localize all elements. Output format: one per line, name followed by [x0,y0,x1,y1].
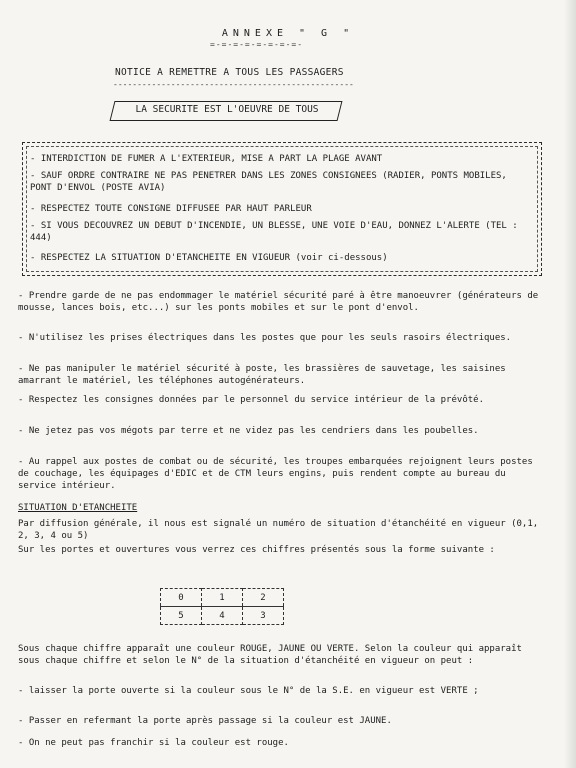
box-item: - RESPECTEZ LA SITUATION D'ETANCHEITE EN VIGUEUR (voir ci-dessous) [30,253,388,263]
instruction-paragraph: - N'utilisez les prises électriques dans les postes que pour les seuls rasoirs électriques. [18,333,512,343]
situation-intro-2: Sur les portes et ouvertures vous verrez ces chiffres présentés sous la forme suivante : [18,545,495,555]
slogan-text: LA SECURITE EST L'OEUVRE DE TOUS [135,104,319,115]
instruction-paragraph: - Au rappel aux postes de combat ou de sécurité, les troupes embarquées rejoignent leurs postes de couchage, les équipages d'EDIC et de CTM leurs engins, puis rendent compte au bureau du service intérieur. [18,457,533,491]
digit-cell: 3 [243,607,284,625]
notice-title: NOTICE A REMETTRE A TOUS LES PASSAGERS [115,67,344,78]
annexe-underline: =-=-=-=-=-=-=-=- [210,40,304,49]
instruction-paragraph: - Prendre garde de ne pas endommager le matériel sécurité paré à être manoeuvrer (générateurs de mousse, lances bois, etc...) sur les ponts mobiles et sur le pont d'envol. [18,291,539,313]
situation-rule: - laisser la porte ouverte si la couleur sous le N° de la S.E. en vigueur est VERTE ; [18,686,479,696]
situation-color-explanation: Sous chaque chiffre apparaît une couleur ROUGE, JAUNE OU VERTE. Selon la couleur qui apparaît sous chaque chiffre et selon le N° de la situation d'étanchéité en vigueur on peut : [18,644,522,666]
digit-cell: 2 [243,589,284,607]
door-digits-table [160,588,284,625]
annexe-title: ANNEXE " G " [221,28,355,39]
box-item: - SI VOUS DECOUVREZ UN DEBUT D'INCENDIE, UN BLESSE, UNE VOIE D'EAU, DONNEZ L'ALERTE (TEL : 444) [30,221,518,243]
situation-rule: - On ne peut pas franchir si la couleur est rouge. [18,738,289,748]
box-item: - SAUF ORDRE CONTRAIRE NE PAS PENETRER DANS LES ZONES CONSIGNEES (RADIER, PONTS MOBILES, PONT D'ENVOL (POSTE AVIA) [30,171,507,193]
box-item: - INTERDICTION DE FUMER A L'EXTERIEUR, MISE A PART LA PLAGE AVANT [30,154,383,164]
digit-cell: 4 [202,607,243,625]
digit-cell: 1 [202,589,243,607]
situation-intro: Par diffusion générale, il nous est signalé un numéro de situation d'étanchéité en vigueur (0,1, 2, 3, 4 ou 5) [18,519,539,541]
instruction-paragraph: - Ne pas manipuler le matériel sécurité à poste, les brassières de sauvetage, les saisines amarrant le matériel, les téléphones autogénérateurs. [18,364,506,386]
notice-underline: -------------------------------------------------- [113,80,354,89]
instruction-paragraph: - Ne jetez pas vos mégots par terre et ne videz pas les cendriers dans les poubelles. [18,426,479,436]
page-edge-shadow [564,0,576,768]
situation-rule: - Passer en refermant la porte après passage si la couleur est JAUNE. [18,716,392,726]
instruction-paragraph: - Respectez les consignes données par le personnel du service intérieur de la prévôté. [18,395,484,405]
digit-cell: 5 [161,607,202,625]
situation-heading: SITUATION D'ETANCHEITE [18,503,138,513]
box-item: - RESPECTEZ TOUTE CONSIGNE DIFFUSEE PAR HAUT PARLEUR [30,204,312,214]
digit-cell: 0 [161,589,202,607]
